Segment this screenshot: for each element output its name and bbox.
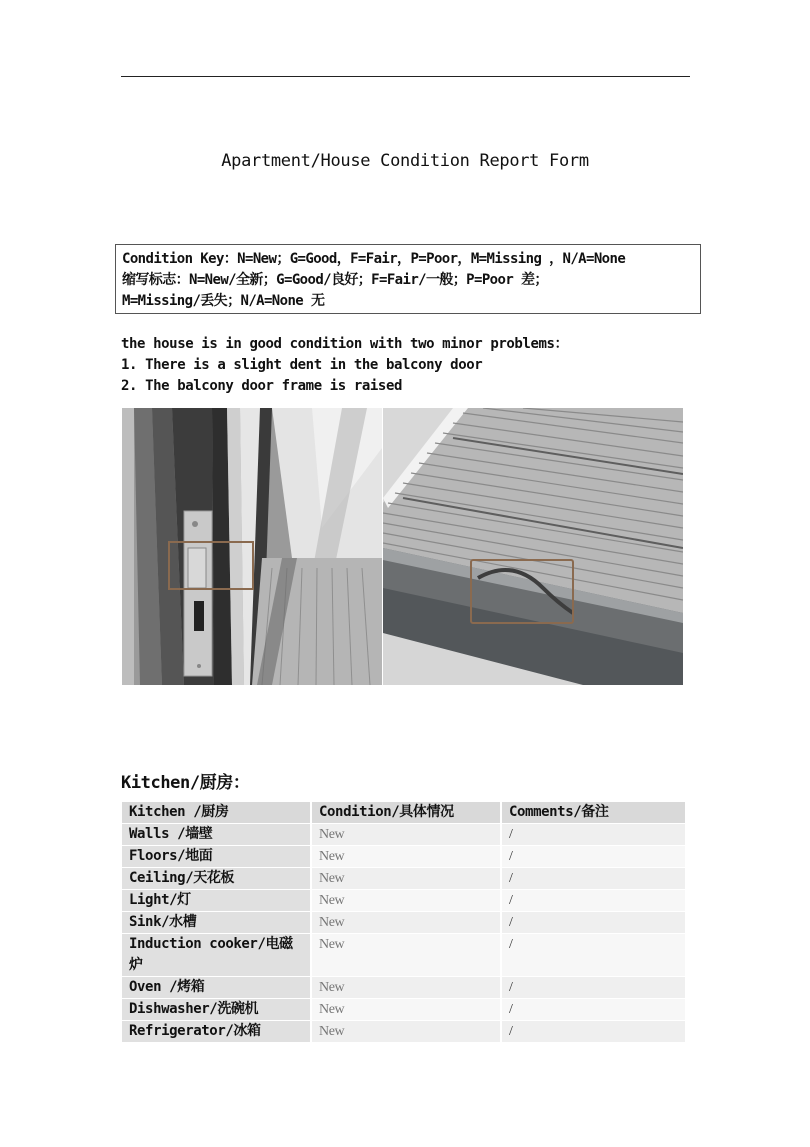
notes-item: 1. There is a slight dent in the balcony door (121, 357, 483, 373)
table-row (122, 890, 686, 912)
notes-item: 2. The balcony door frame is raised (121, 378, 403, 394)
table-row (122, 934, 686, 977)
condition-cell: New (311, 934, 501, 977)
item-cell: Dishwasher/洗碗机 (122, 999, 311, 1021)
condition-key-line: Condition Key：N=New；G=Good，F=Fair，P=Poor，M=Missing ，N/A=None (122, 251, 626, 267)
comment-cell: / (501, 977, 686, 999)
comment-cell: / (501, 1021, 686, 1043)
page-title: Apartment/House Condition Report Form (221, 151, 589, 171)
condition-cell: New (311, 1021, 501, 1043)
condition-cell: New (311, 890, 501, 912)
item-cell: Floors/地面 (122, 846, 311, 868)
comment-cell: / (501, 934, 686, 977)
item-cell: Sink/水槽 (122, 912, 311, 934)
condition-cell: New (311, 846, 501, 868)
item-cell: Refrigerator/冰箱 (122, 1021, 311, 1043)
table-row (122, 824, 686, 846)
table-row (122, 868, 686, 890)
condition-key-line: 缩写标志：N=New/全新；G=Good/良好；F=Fair/一般；P=Poor 差； (122, 272, 548, 288)
comment-cell: / (501, 999, 686, 1021)
table-row (122, 912, 686, 934)
balcony-door-frame-photo (383, 408, 683, 685)
table-header-row (122, 802, 686, 824)
condition-notes (121, 334, 568, 397)
table-row (122, 977, 686, 999)
condition-cell: New (311, 824, 501, 846)
column-header-condition: Condition/具体情况 (311, 802, 501, 824)
column-header-item: Kitchen /厨房 (122, 802, 311, 824)
notes-intro: the house is in good condition with two minor problems： (121, 336, 569, 352)
table-row (122, 999, 686, 1021)
comment-cell: / (501, 890, 686, 912)
comment-cell: / (501, 824, 686, 846)
condition-cell: New (311, 977, 501, 999)
condition-key-line: M=Missing/丢失；N/A=None 无 (122, 293, 325, 309)
condition-cell: New (311, 999, 501, 1021)
comment-cell: / (501, 868, 686, 890)
item-cell: Ceiling/天花板 (122, 868, 311, 890)
balcony-door-lock-photo (122, 408, 382, 685)
item-cell: Walls /墙壁 (122, 824, 311, 846)
kitchen-section-heading: Kitchen/厨房： (121, 773, 250, 793)
table-row (122, 1021, 686, 1043)
condition-cell: New (311, 912, 501, 934)
kitchen-condition-table (122, 802, 687, 1043)
condition-cell: New (311, 868, 501, 890)
item-cell: Light/灯 (122, 890, 311, 912)
table-row (122, 846, 686, 868)
item-cell: Oven /烤箱 (122, 977, 311, 999)
column-header-comments: Comments/备注 (501, 802, 686, 824)
comment-cell: / (501, 846, 686, 868)
condition-key-box (115, 244, 701, 314)
header-rule (121, 76, 690, 77)
item-cell: Induction cooker/电磁炉 (122, 934, 311, 977)
comment-cell: / (501, 912, 686, 934)
